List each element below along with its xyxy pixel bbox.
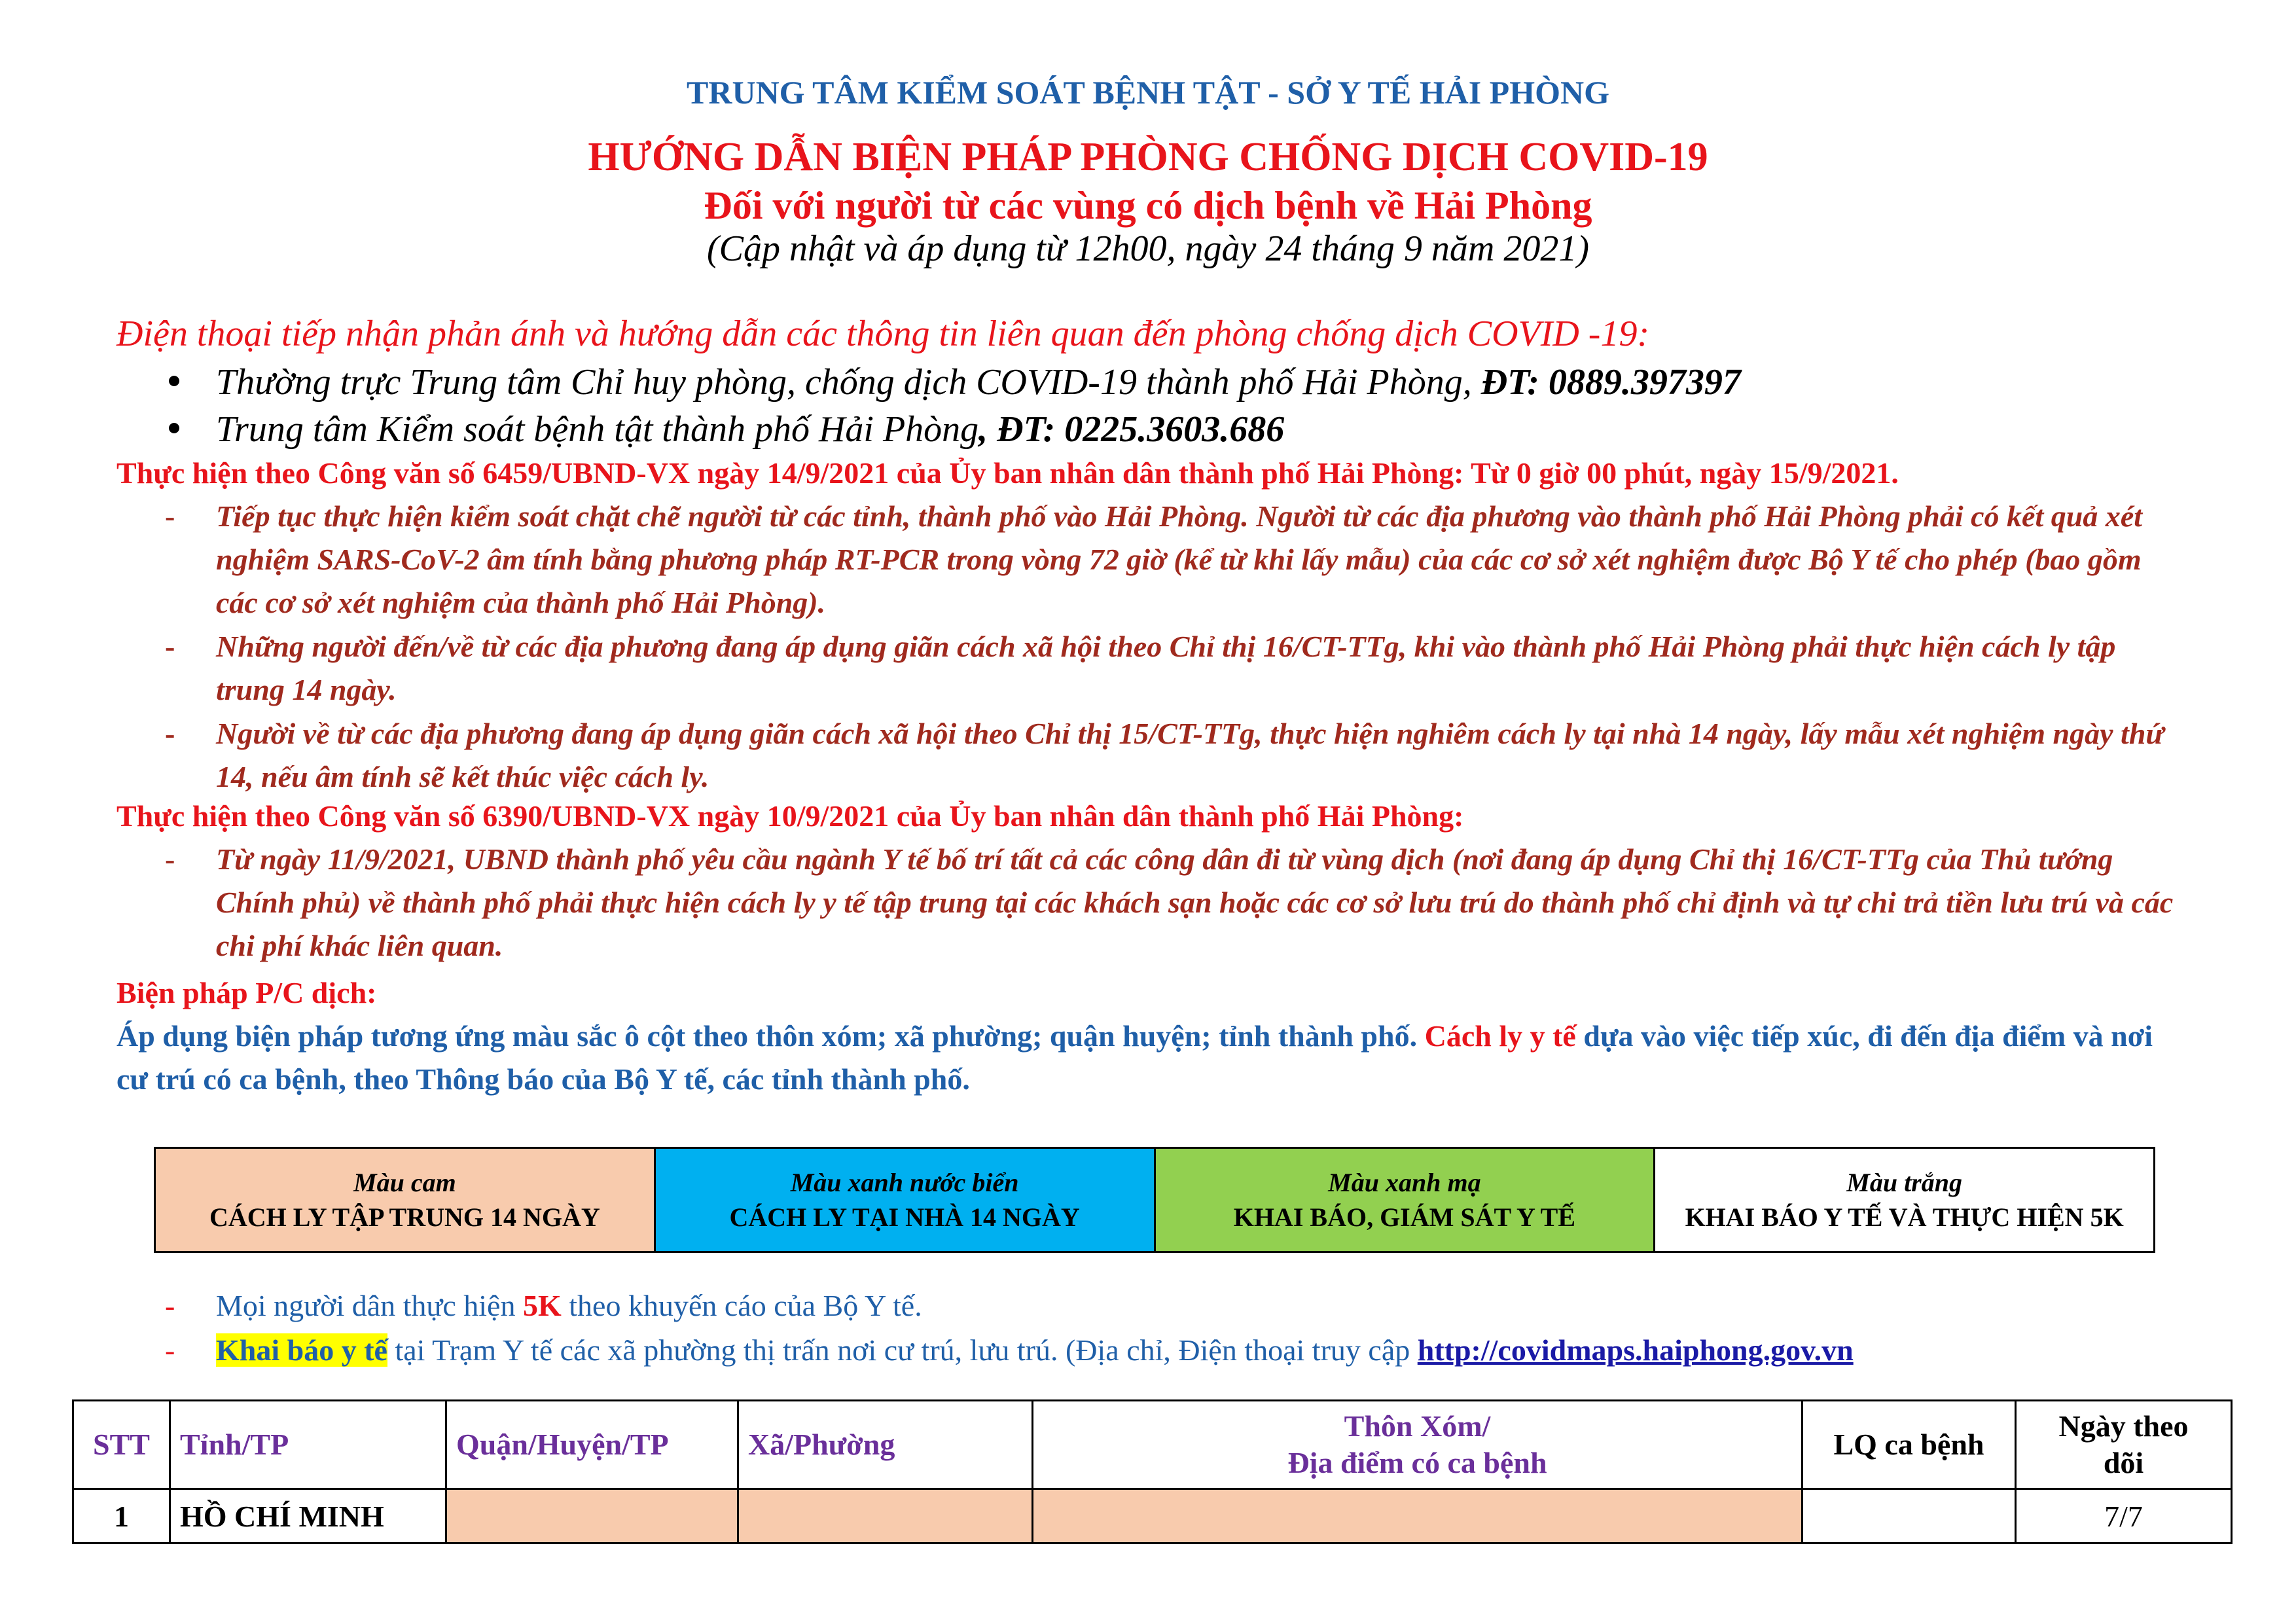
col-days-line1: Ngày theo [2058,1409,2189,1443]
legend-text: CÁCH LY TẬP TRUNG 14 NGÀY [209,1202,600,1232]
table-header-row [73,1401,2232,1489]
section-bullet [165,625,2186,712]
org-name: TRUNG TÂM KIỂM SOÁT BỆNH TẬT - SỞ Y TẾ HẢI PHÒNG [687,74,1609,111]
section-bullet [165,838,2186,967]
bullet-text: Tiếp tục thực hiện kiểm soát chặt chẽ người từ các tỉnh, thành phố vào Hải Phòng. Người từ các địa phương vào thành phố Hải Phòng phải có kết quả xét nghiệm SARS-CoV-2 âm tính bằng phương pháp RT-PCR trong vòng 72 giờ (kể từ khi lấy mẫu) của các cơ sở xét nghiệm được Bộ Y tế cho phép (bao gồm các cơ sở xét nghiệm của thành phố Hải Phòng). [216,499,2143,619]
legend-blue [656,1149,1156,1251]
note-5k [165,1288,922,1323]
bullet-dot-icon [169,376,179,386]
dash-bullet: - [165,1333,175,1367]
hotline-item [216,408,1284,450]
hotline-intro: Điện thoại tiếp nhận phản ánh và hướng dẫn các thông tin liên quan đến phòng chống dịch COVID -19: [117,314,1650,354]
legend-title: Màu trắng [1846,1168,1962,1197]
dash-bullet: - [165,717,175,750]
col-district: Quận/Huyện/TP [446,1401,738,1489]
note-text: tại Trạm Y tế các xã phường thị trấn nơi cư trú, lưu trú. (Địa chỉ, Điện thoại truy cập [387,1333,1418,1367]
measures-highlight: Cách ly y tế [1424,1019,1576,1053]
bullet-text: Những người đến/về từ các địa phương đang áp dụng giãn cách xã hội theo Chỉ thị 16/CT-TTg, khi vào thành phố Hải Phòng phải thực hiện cách ly tập trung 14 ngày. [216,630,2116,706]
col-stt: STT [73,1401,170,1489]
hotline-item [216,361,1741,403]
legend-title: Màu xanh mạ [1328,1168,1481,1197]
legend-text: KHAI BÁO, GIÁM SÁT Y TẾ [1233,1202,1576,1232]
legend-title: Màu xanh nước biển [790,1168,1019,1197]
covidmaps-link[interactable]: http://covidmaps.haiphong.gov.vn [1417,1333,1854,1367]
measures-part1: Áp dụng biện pháp tương ứng màu sắc ô cột theo thôn xóm; xã phường; quận huyện; tỉnh thành phố. [117,1019,1425,1053]
legend-white [1655,1149,2153,1251]
cell-stt: 1 [73,1489,170,1543]
bullet-text: Người về từ các địa phương đang áp dụng giãn cách xã hội theo Chỉ thị 15/CT-TTg, thực hiện nghiêm cách ly tại nhà 14 ngày, lấy mẫu xét nghiệm ngày thứ 14, nếu âm tính sẽ kết thúc việc cách ly. [216,717,2164,793]
color-legend [154,1147,2155,1253]
dash-bullet: - [165,499,175,533]
section-heading: Thực hiện theo Công văn số 6459/UBND-VX ngày 14/9/2021 của Ủy ban nhân dân thành phố Hải Phòng: Từ 0 giờ 00 phút, ngày 15/9/2021. [117,456,1899,490]
doc-title: HƯỚNG DẪN BIỆN PHÁP PHÒNG CHỐNG DỊCH COVID-19 [588,135,1708,179]
col-location [1033,1401,1803,1489]
dash-bullet: - [165,630,175,663]
doc-subtitle: Đối với người từ các vùng có dịch bệnh về Hải Phòng [704,184,1592,227]
cell-district [446,1489,738,1543]
case-table [72,1399,2233,1544]
measures-part2: dựa vào việc tiếp xúc, đi đến địa điểm và nơi cư trú có ca bệnh, theo Thông báo của Bộ Y tế, các tỉnh thành phố. [117,1019,2153,1096]
note-declaration-highlight: Khai báo y tế [216,1333,387,1367]
section-bullet [165,712,2186,799]
bullet-text: Từ ngày 11/9/2021, UBND thành phố yêu cầu ngành Y tế bố trí tất cả các công dân đi từ vùng dịch (nơi đang áp dụng Chỉ thị 16/CT-TTg của Thủ tướng Chính phủ) về thành phố phải thực hiện cách ly y tế tập trung tại các khách sạn hoặc các cơ sở lưu trú do thành phố chỉ định và tự chi trả tiền lưu trú và các chi phí khác liên quan. [216,842,2174,962]
legend-green [1156,1149,1656,1251]
dash-bullet: - [165,1289,175,1322]
hotline-label: Thường trực Trung tâm Chỉ huy phòng, chống dịch COVID-19 thành phố Hải Phòng, [216,362,1481,403]
col-days [2016,1401,2232,1489]
legend-orange [156,1149,656,1251]
col-days-line2: dõi [2103,1446,2144,1479]
col-related: LQ ca bệnh [1803,1401,2016,1489]
dash-bullet: - [165,842,175,876]
bullet-dot-icon [169,423,179,433]
note-declaration [165,1333,1854,1367]
col-province: Tỉnh/TP [170,1401,446,1489]
note-5k-highlight: 5K [522,1289,562,1322]
section-bullet [165,495,2186,624]
col-location-line2: Địa điểm có ca bệnh [1287,1446,1547,1479]
col-location-line1: Thôn Xóm/ [1344,1409,1491,1443]
note-text: Mọi người dân thực hiện [216,1289,523,1322]
section-heading: Thực hiện theo Công văn số 6390/UBND-VX ngày 10/9/2021 của Ủy ban nhân dân thành phố Hải Phòng: [117,799,1464,833]
hotline-phone: , ĐT: 0225.3603.686 [978,409,1285,450]
cell-days: 7/7 [2016,1489,2232,1543]
cell-province: HỒ CHÍ MINH [170,1489,446,1543]
cell-ward [738,1489,1033,1543]
section-heading: Biện pháp P/C dịch: [117,976,377,1009]
hotline-phone: ĐT: 0889.397397 [1480,362,1741,403]
legend-text: CÁCH LY TẠI NHÀ 14 NGÀY [729,1202,1080,1232]
doc-update-date: (Cập nhật và áp dụng từ 12h00, ngày 24 tháng 9 năm 2021) [706,228,1590,269]
legend-title: Màu cam [353,1168,456,1197]
col-ward: Xã/Phường [738,1401,1033,1489]
hotline-label: Trung tâm Kiểm soát bệnh tật thành phố Hải Phòng [216,409,979,450]
cell-related [1803,1489,2016,1543]
note-text: theo khuyến cáo của Bộ Y tế. [561,1289,922,1322]
table-row [73,1489,2232,1543]
measures-text [117,1015,2191,1101]
legend-text: KHAI BÁO Y TẾ VÀ THỰC HIỆN 5K [1685,1202,2124,1232]
cell-location [1033,1489,1803,1543]
